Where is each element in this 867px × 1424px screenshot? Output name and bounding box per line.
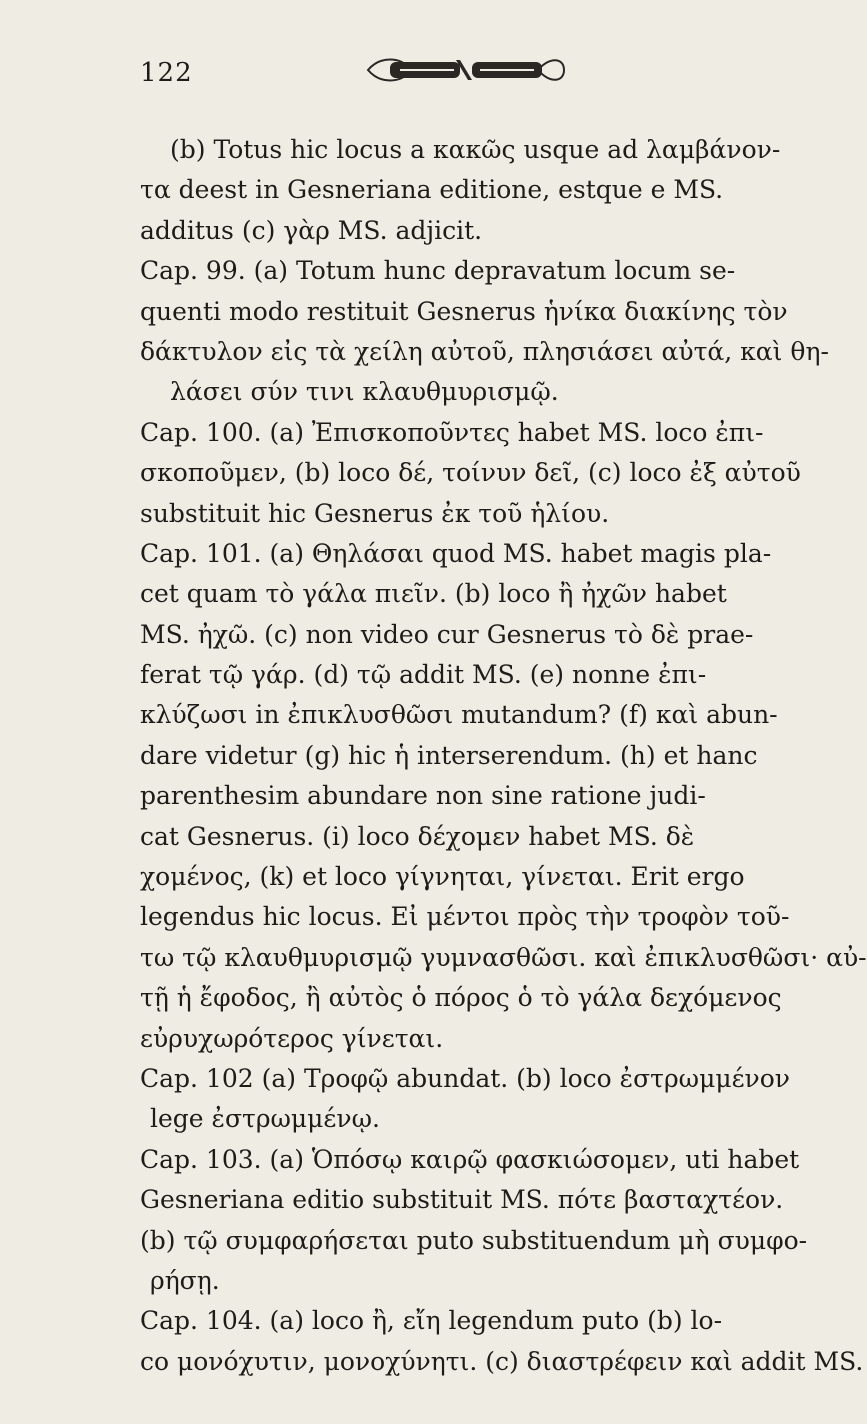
text-line: Cap. 101. (a) Θηλάσαι quod MS. habet magis pla-	[140, 538, 772, 568]
text-line: χομένος, (k) et loco γίγνηται, γίνεται. Erit ergo	[140, 862, 745, 892]
text-line: co μονόχυτιν, μονοχύνητι. (c) διαστρέφειν καὶ addit MS.	[140, 1346, 864, 1376]
text-line: εὐρυχωρότερος γίνεται.	[140, 1023, 444, 1053]
text-line: quenti modo restituit Gesnerus ἡνίκα διακίνης τὸν	[140, 296, 788, 326]
text-line: κλύζωσι in ἐπικλυσθῶσι mutandum? (f) καὶ abun-	[140, 700, 778, 730]
text-line: additus (c) γὰρ MS. adjicit.	[140, 215, 483, 245]
text-line: ρήσῃ.	[150, 1265, 220, 1295]
text-line: MS. ἠχῶ. (c) non video cur Gesnerus τὸ δὲ prae-	[140, 619, 754, 649]
text-line: lege ἐστρωμμένῳ.	[150, 1104, 380, 1134]
text-line: cet quam τὸ γάλα πιεῖν. (b) loco ἢ ἠχῶν habet	[140, 579, 727, 609]
text-line: Cap. 103. (a) Ὁπόσῳ καιρῷ φασκιώσομεν, uti habet	[140, 1144, 800, 1174]
text-line: δάκτυλον εἰς τὰ χείλη αὐτοῦ, πλησιάσει αὐτά, καὶ θη-	[140, 336, 829, 366]
text-line: Cap. 104. (a) loco ἢ, εἴη legendum puto (b) lo-	[140, 1306, 723, 1336]
text-line: λάσει σύν τινι κλαυθμυρισμῷ.	[170, 377, 559, 407]
text-line: parenthesim abundare non sine ratione judi-	[140, 781, 706, 811]
text-line: σκοποῦμεν, (b) loco δέ, τοίνυν δεῖ, (c) loco ἐξ αὐτοῦ	[140, 458, 801, 488]
text-line: Cap. 100. (a) Ἐπισκοποῦντες habet MS. loco ἐπι-	[140, 417, 764, 447]
text-line: (b) Totus hic locus a κακῶς usque ad λαμβάνον-	[170, 135, 781, 164]
text-line: τα deest in Gesneriana editione, estque e MS.	[140, 175, 724, 205]
text-line: τω τῷ κλαυθμυρισμῷ γυμνασθῶσι. καὶ ἐπικλυσθῶσι· αὐ-	[140, 942, 867, 972]
text-line: Gesneriana editio substituit MS. πότε βασταχτέον.	[140, 1185, 784, 1215]
text-line: substituit hic Gesnerus ἐκ τοῦ ἡλίου.	[140, 498, 610, 528]
text-line: dare videtur (g) hic ἡ interserendum. (h) et hanc	[140, 740, 758, 770]
page-number: 122	[140, 58, 193, 88]
text-line: ferat τῷ γάρ. (d) τῷ addit MS. (e) nonne ἐπι-	[140, 660, 707, 690]
header-ornament-icon	[360, 52, 570, 88]
text-line: Cap. 102 (a) Τροφῷ abundat. (b) loco ἐστρωμμένον	[140, 1063, 790, 1093]
text-line: τῇ ἡ ἔφοδος, ἢ αὐτὸς ὁ πόρος ὁ τὸ γάλα δεχόμενος	[140, 983, 782, 1013]
text-line: cat Gesnerus. (i) loco δέχομεν habet MS. δὲ	[140, 821, 695, 851]
text-line: Cap. 99. (a) Totum hunc depravatum locum se-	[140, 256, 736, 286]
text-line: legendus hic locus. Εἰ μέντοι πρὸς τὴν τροφὸν τοῦ-	[140, 902, 790, 932]
text-line: (b) τῷ συμφαρήσεται puto substituendum μὴ συμφο-	[140, 1225, 808, 1255]
notes-text	[140, 130, 867, 1382]
